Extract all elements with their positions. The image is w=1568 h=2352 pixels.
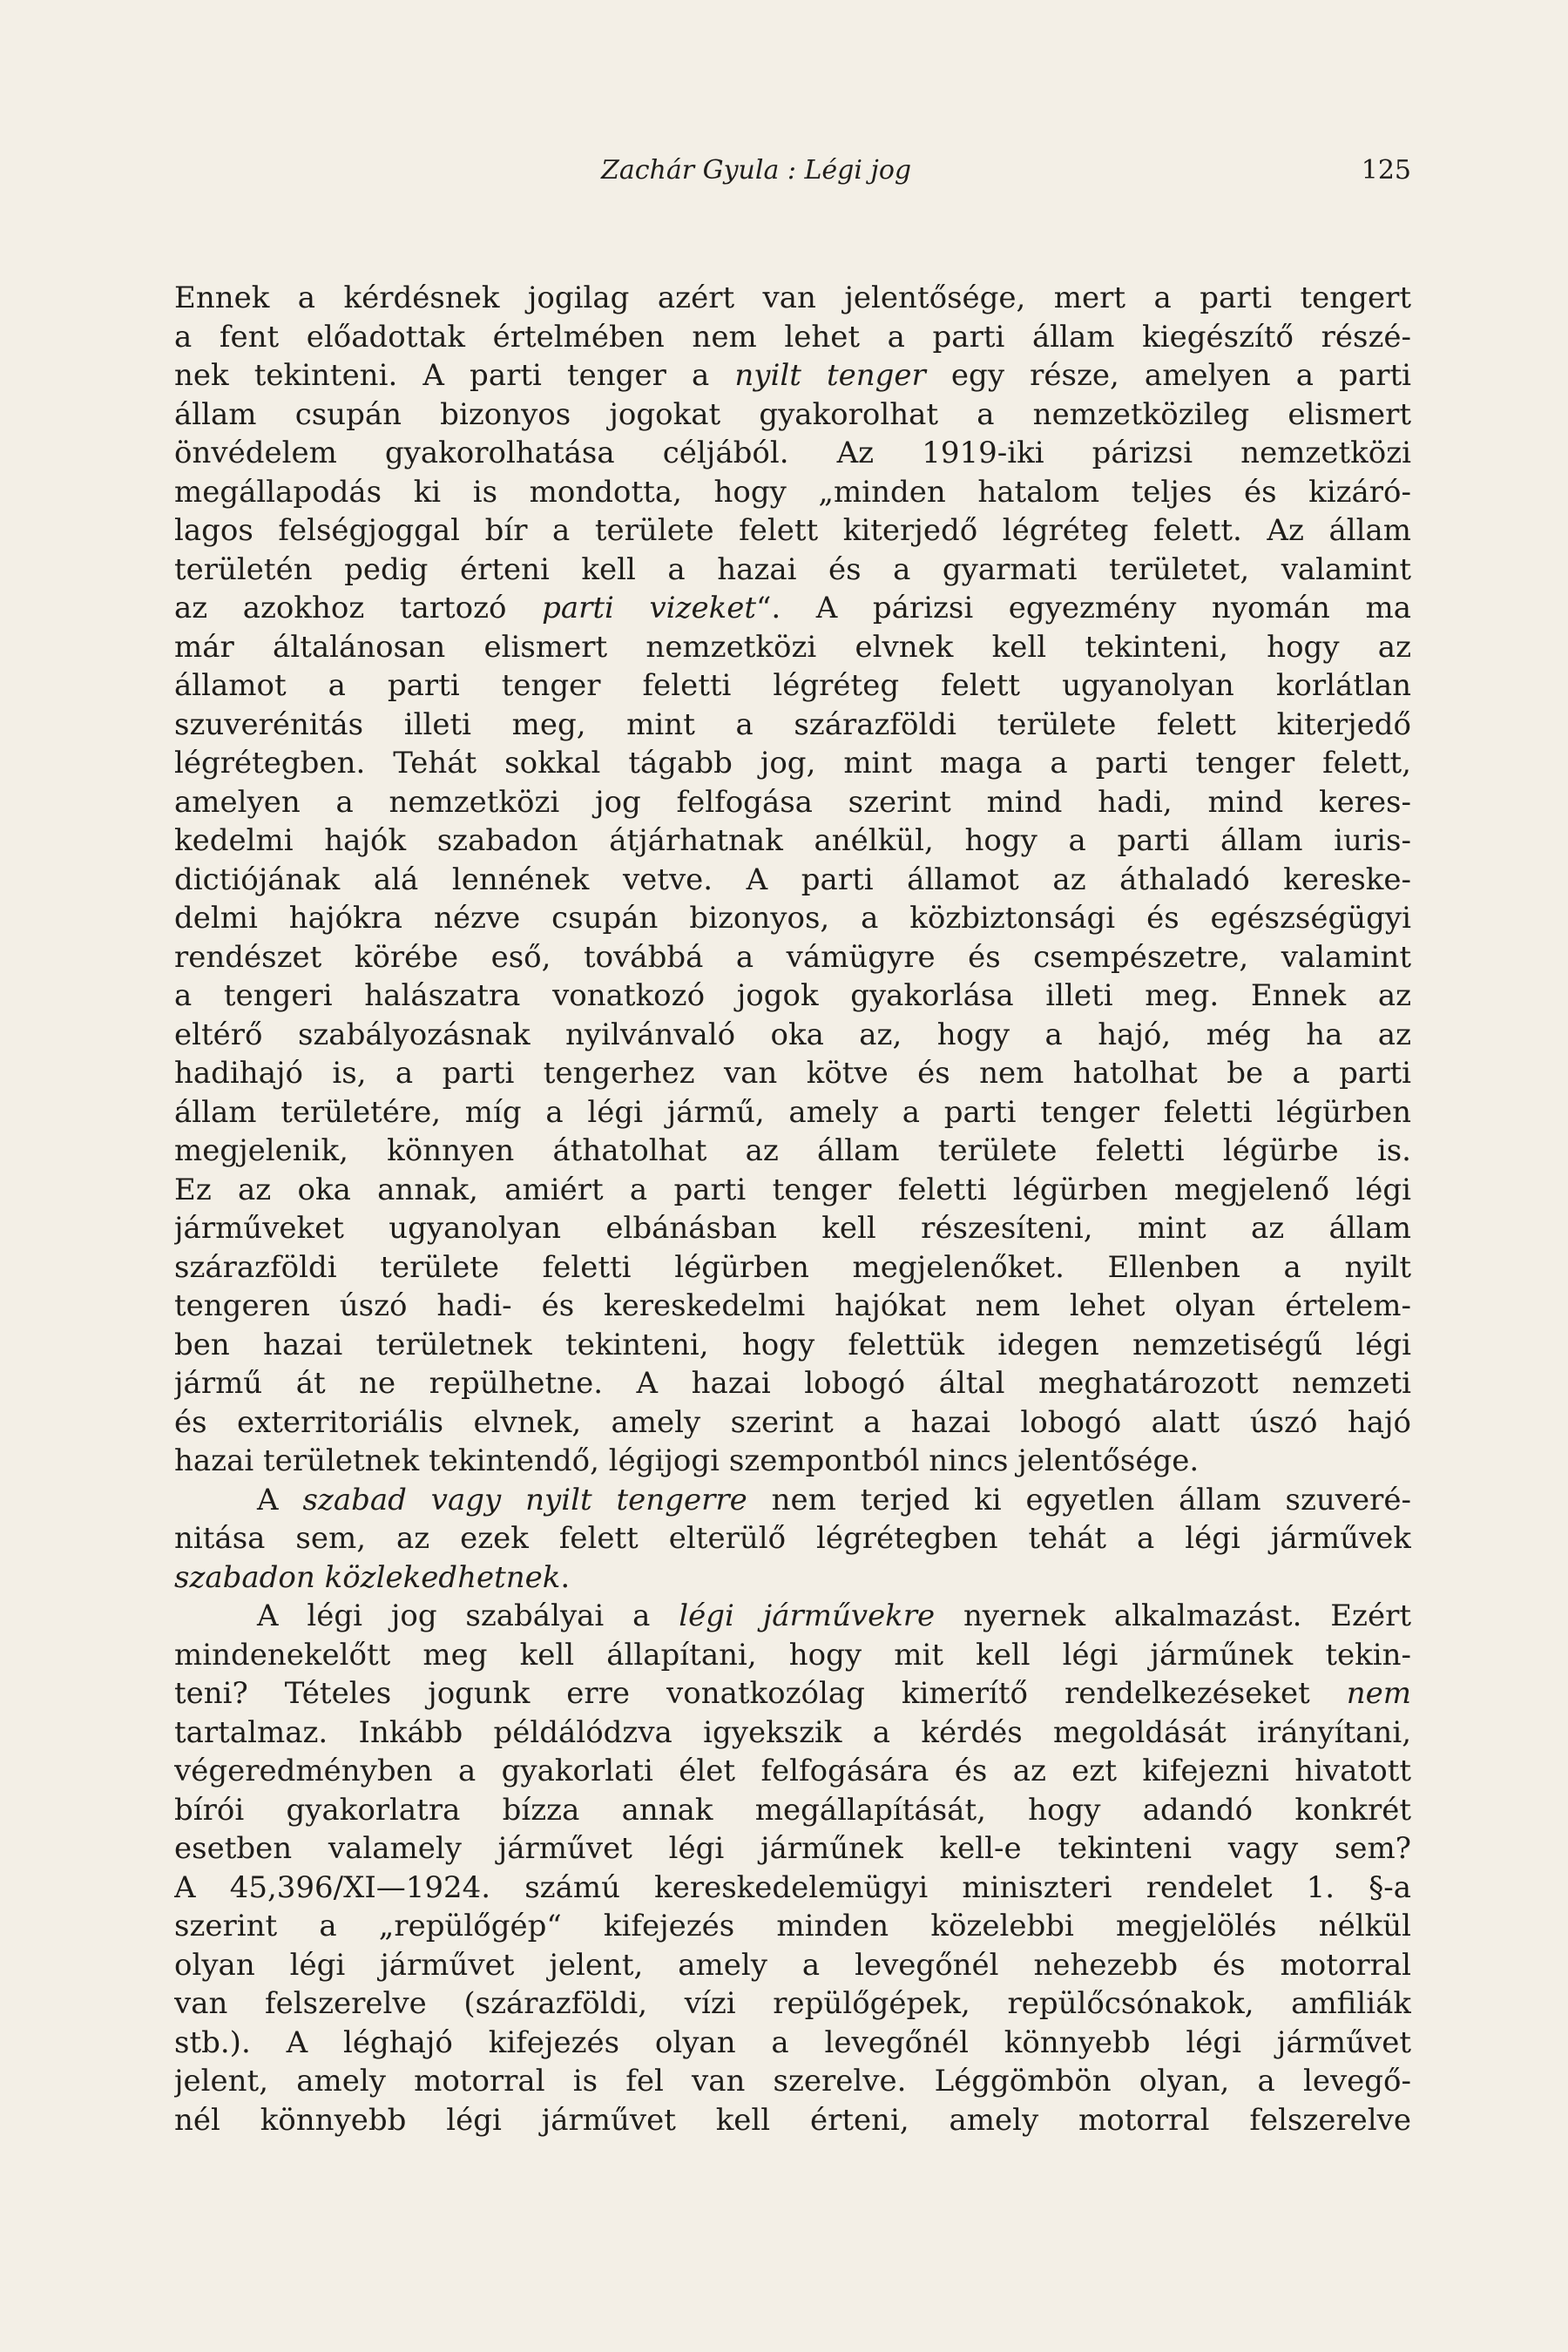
text-line: megjelenik, könnyen áthatolhat az állam területe feletti légürbe is. [174,1133,1411,1168]
running-head: Zachár Gyula : Légi jog [601,155,912,186]
text-line: és exterritoriális elvnek, amely szerint a hazai lobogó alatt úszó hajó [174,1404,1411,1440]
text-line: nitása sem, az ezek felett elterülő légrétegben tehát a légi járművek [174,1521,1411,1556]
text-line: A 45,396/XI—1924. számú kereskedelemügyi miniszteri rendelet 1. §-a [174,1869,1411,1905]
text-line: jelent, amely motorral is fel van szerelve. Léggömbön olyan, a levegő- [174,2064,1411,2099]
text-line: megállapodás ki is mondotta, hogy „minden hatalom teljes és kizáró- [174,474,1411,510]
text-line: van felszerelve (szárazföldi, vízi repülőgépek, repülőcsónakok, amfiliák [174,1986,1411,2021]
text-line: hadihajó is, a parti tengerhez van kötve és nem hatolhat be a parti [174,1056,1411,1091]
text-line: területén pedig érteni kell a hazai és a gyarmati területet, valamint [174,551,1411,587]
text-line: az azokhoz tartozó parti vizeket“. A párizsi egyezmény nyomán ma [174,591,1411,625]
text-line: légrétegben. Tehát sokkal tágabb jog, mint maga a parti tenger felett, [174,746,1411,781]
page-number: 125 [1361,155,1411,186]
text-line: mindenekelőtt meg kell állapítani, hogy mit kell légi járműnek tekin- [174,1637,1411,1673]
text-line: eltérő szabályozásnak nyilvánvaló oka az, hogy a hajó, még ha az [174,1017,1411,1052]
text-line: államot a parti tenger feletti légréteg felett ugyanolyan korlátlan [174,668,1411,703]
text-line: dictiójának alá lennének vetve. A parti államot az áthaladó kereske- [174,862,1411,897]
text-line: delmi hajókra nézve csupán bizonyos, a közbiztonsági és egészségügyi [174,901,1411,936]
paragraph-start-line: A légi jog szabályai a légi járművekre nyernek alkalmazást. Ezért [257,1598,1411,1633]
page-header [174,155,1411,190]
text-line: végeredményben a gyakorlati élet felfogására és az ezt kifejezni hivatott [174,1754,1411,1788]
text-line: járműveket ugyanolyan elbánásban kell részesíteni, mint az állam [174,1211,1411,1246]
text-line: ben hazai területnek tekinteni, hogy felettük idegen nemzetiségű légi [174,1327,1411,1362]
text-line: hazai területnek tekintendő, légijogi szempontból nincs jelentősége. [174,1443,1200,1478]
text-line: szabadon közlekedhetnek. [174,1559,571,1595]
text-line: szárazföldi területe feletti légürben megjelenőket. Ellenben a nyilt [174,1249,1411,1285]
text-line: Ez az oka annak, amiért a parti tenger feletti légürben megjelenő légi [174,1172,1411,1207]
paragraph-start-line: A szabad vagy nyilt tengerre nem terjed ki egyetlen állam szuveré- [257,1482,1411,1517]
text-line: jármű át ne repülhetne. A hazai lobogó által meghatározott nemzeti [174,1366,1411,1401]
text-line: tengeren úszó hadi- és kereskedelmi hajókat nem lehet olyan értelem- [174,1288,1411,1323]
text-line: Ennek a kérdésnek jogilag azért van jelentősége, mert a parti tengert [174,280,1411,315]
text-line: bírói gyakorlatra bízza annak megállapítását, hogy adandó konkrét [174,1792,1411,1828]
text-line: szuverénitás illeti meg, mint a szárazföldi területe felett kiterjedő [174,706,1411,742]
text-line: a tengeri halászatra vonatkozó jogok gyakorlása illeti meg. Ennek az [174,978,1411,1013]
text-line: már általánosan elismert nemzetközi elvnek kell tekinteni, hogy az [174,629,1411,665]
text-line: szerint a „repülőgép“ kifejezés minden közelebbi megjelölés nélkül [174,1909,1411,1943]
text-line: teni? Tételes jogunk erre vonatkozólag kimerítő rendelkezéseket nem [174,1676,1411,1711]
text-line: esetben valamely járművet légi járműnek kell-e tekinteni vagy sem? [174,1831,1411,1866]
text-line: a fent előadottak értelmében nem lehet a parti állam kiegészítő részé- [174,319,1411,355]
text-line: nél könnyebb légi járművet kell érteni, amely motorral felszerelve [174,2102,1411,2138]
text-line: rendészet körébe eső, továbbá a vámügyre és csempészetre, valamint [174,939,1411,975]
text-line: kedelmi hajók szabadon átjárhatnak anélkül, hogy a parti állam iuris- [174,823,1411,858]
text-line: tartalmaz. Inkább példálódzva igyekszik a kérdés megoldását irányítani, [174,1714,1411,1750]
text-line: olyan légi járművet jelent, amely a levegőnél nehezebb és motorral [174,1947,1411,1983]
text-line: állam csupán bizonyos jogokat gyakorolhat a nemzetközileg elismert [174,396,1411,432]
text-line: állam területére, míg a légi jármű, amely a parti tenger feletti légürben [174,1094,1411,1130]
text-line: önvédelem gyakorolhatása céljából. Az 1919-iki párizsi nemzetközi [174,436,1411,470]
text-line: amelyen a nemzetközi jog felfogása szerint mind hadi, mind keres- [174,784,1411,820]
text-line: stb.). A léghajó kifejezés olyan a levegőnél könnyebb légi járművet [174,2024,1411,2060]
text-line: lagos felségjoggal bír a területe felett kiterjedő légréteg felett. Az állam [174,513,1411,548]
body-text [174,279,1411,2139]
text-line: nek tekinteni. A parti tenger a nyilt tenger egy része, amelyen a parti [174,358,1411,393]
